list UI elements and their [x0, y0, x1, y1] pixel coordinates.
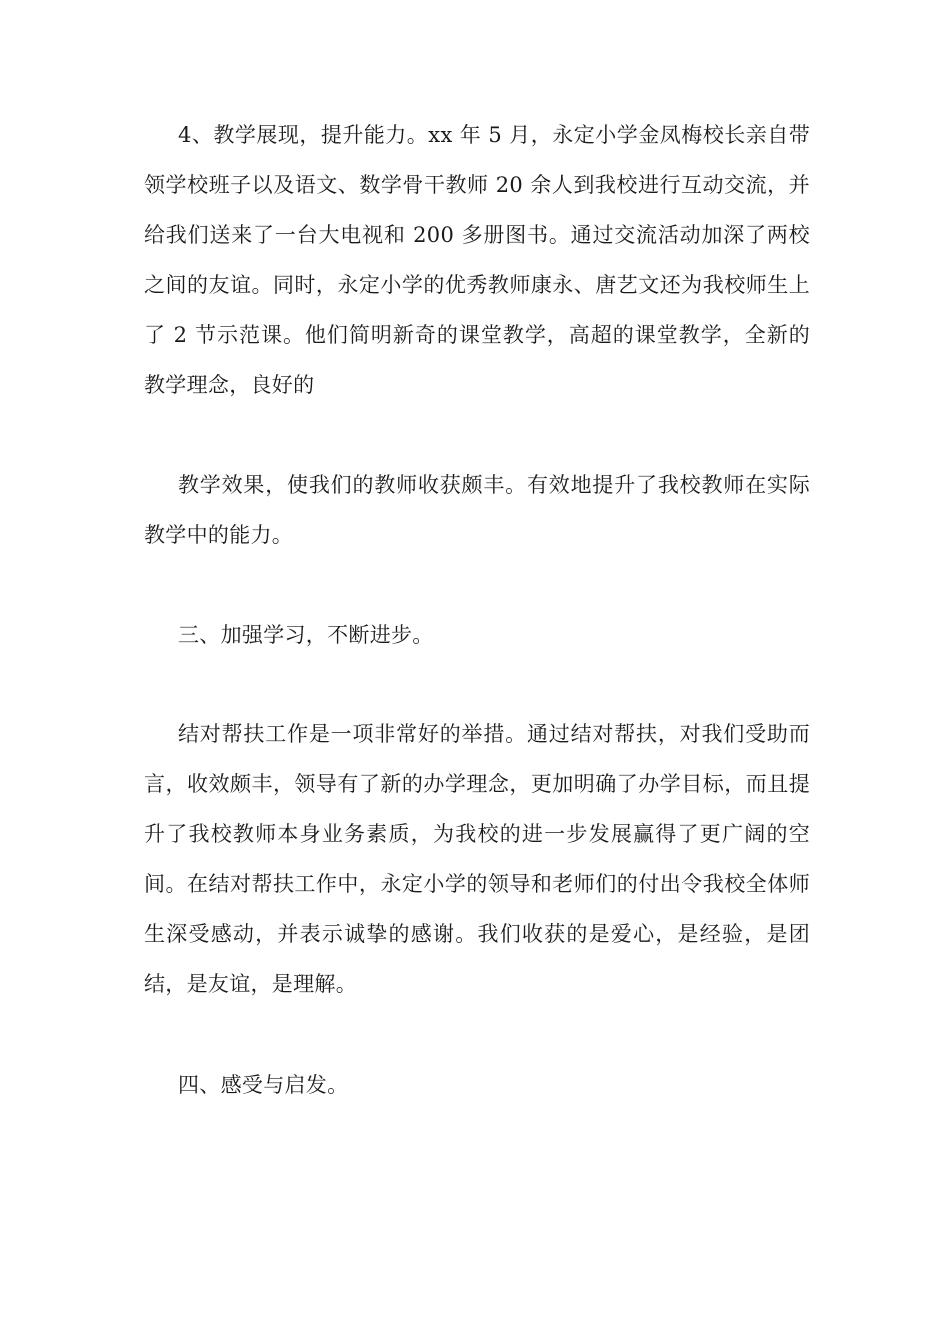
section-heading-reflection: 四、感受与启发。 — [178, 1073, 349, 1097]
paragraph-pairing-support: 结对帮扶工作是一项非常好的举措。通过结对帮扶，对我们受助而言，收效颇丰，领导有了新的办学理念，更加明确了办学目标，而且提升了我校教师本身业务素质，为我校的进一步发展赢得了更广阔的空间。在结对帮扶工作中，永定小学的领导和老师们的付出令我校全体师生深受感动，并表示诚挚的感谢。我们收获的是爱心，是经验，是团结，是友谊，是理解。 — [144, 722, 810, 996]
section-heading-study: 三、加强学习，不断进步。 — [178, 623, 434, 647]
paragraph-teaching-effect: 教学效果，使我们的教师收获颇丰。有效地提升了我校教师在实际教学中的能力。 — [144, 473, 810, 547]
paragraph-teaching-showcase: 4、教学展现，提升能力。xx 年 5 月，永定小学金凤梅校长亲自带领学校班子以及语文、数学骨干教师 20 余人到我校进行互动交流，并给我们送来了一台大电视和 200 多册图书。通过交流活动加深了两校之间的友谊。同时，永定小学的优秀教师康永、唐艺文还为我校师生上了 2 节示范课。他们简明新奇的课堂教学，高超的课堂教学，全新的教学理念，良好的 — [144, 123, 810, 397]
